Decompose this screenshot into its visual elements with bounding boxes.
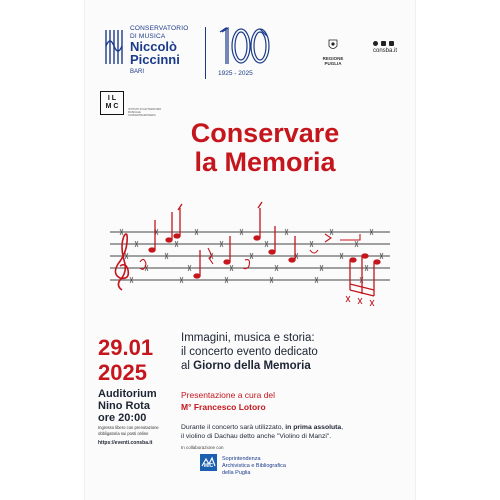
poster-title: Conservare la Memoria (190, 118, 340, 177)
conservatorio-label: CONSERVATORIO DI MUSICA (130, 25, 189, 40)
ilmc-logo: I L M C (100, 91, 124, 115)
conservatorio-logo-icon (103, 26, 125, 68)
instagram-icon[interactable] (381, 41, 386, 46)
youtube-icon[interactable] (389, 41, 394, 46)
presentation-label: Presentazione a cura del (181, 390, 276, 400)
event-description: Immagini, musica e storia: il concerto evento dedicato al Giorno della Memoria (181, 332, 318, 372)
mic-label: MiC (203, 463, 214, 469)
header-divider (205, 27, 206, 79)
ilmc-subtitle: ISTITUTO DI LETTERATURA MUSICALE CONCENTRAZIONARIA (128, 108, 161, 117)
conservatorio-name: Niccolò Piccinni (130, 39, 180, 67)
facebook-icon[interactable] (373, 41, 378, 46)
event-venue: Auditorium Nino Rota ore 20:00 (98, 388, 157, 424)
booking-link[interactable]: https://eventi.consba.it (98, 440, 153, 446)
regione-puglia-logo: REGIONE PUGLIA (313, 38, 353, 66)
social-url[interactable]: consba.it (373, 48, 398, 54)
regione-crest-icon (328, 39, 338, 51)
collaboration-label: In collaborazione con (181, 445, 224, 450)
soprintendenza-label: Soprintendenza Archivistica e Bibliografica della Puglia (222, 456, 286, 476)
presenter-name: M° Francesco Lotoro (181, 402, 266, 412)
barbed-wire-staff-illustration (100, 190, 400, 310)
centenary-years: 1925 - 2025 (218, 70, 253, 77)
booking-info: Ingresso libero con prenotazione obbligatoria sui posti online (98, 425, 159, 436)
violin-note: Durante il concerto sarà utilizzato, in prima assoluta, il violino di Dachau detto anche "Violino di Manzi". (181, 424, 344, 440)
centenary-logo-icon (214, 26, 276, 68)
conservatorio-city: BARI (130, 69, 145, 75)
social-links (373, 41, 397, 54)
event-date: 29.01 2025 (98, 335, 154, 385)
